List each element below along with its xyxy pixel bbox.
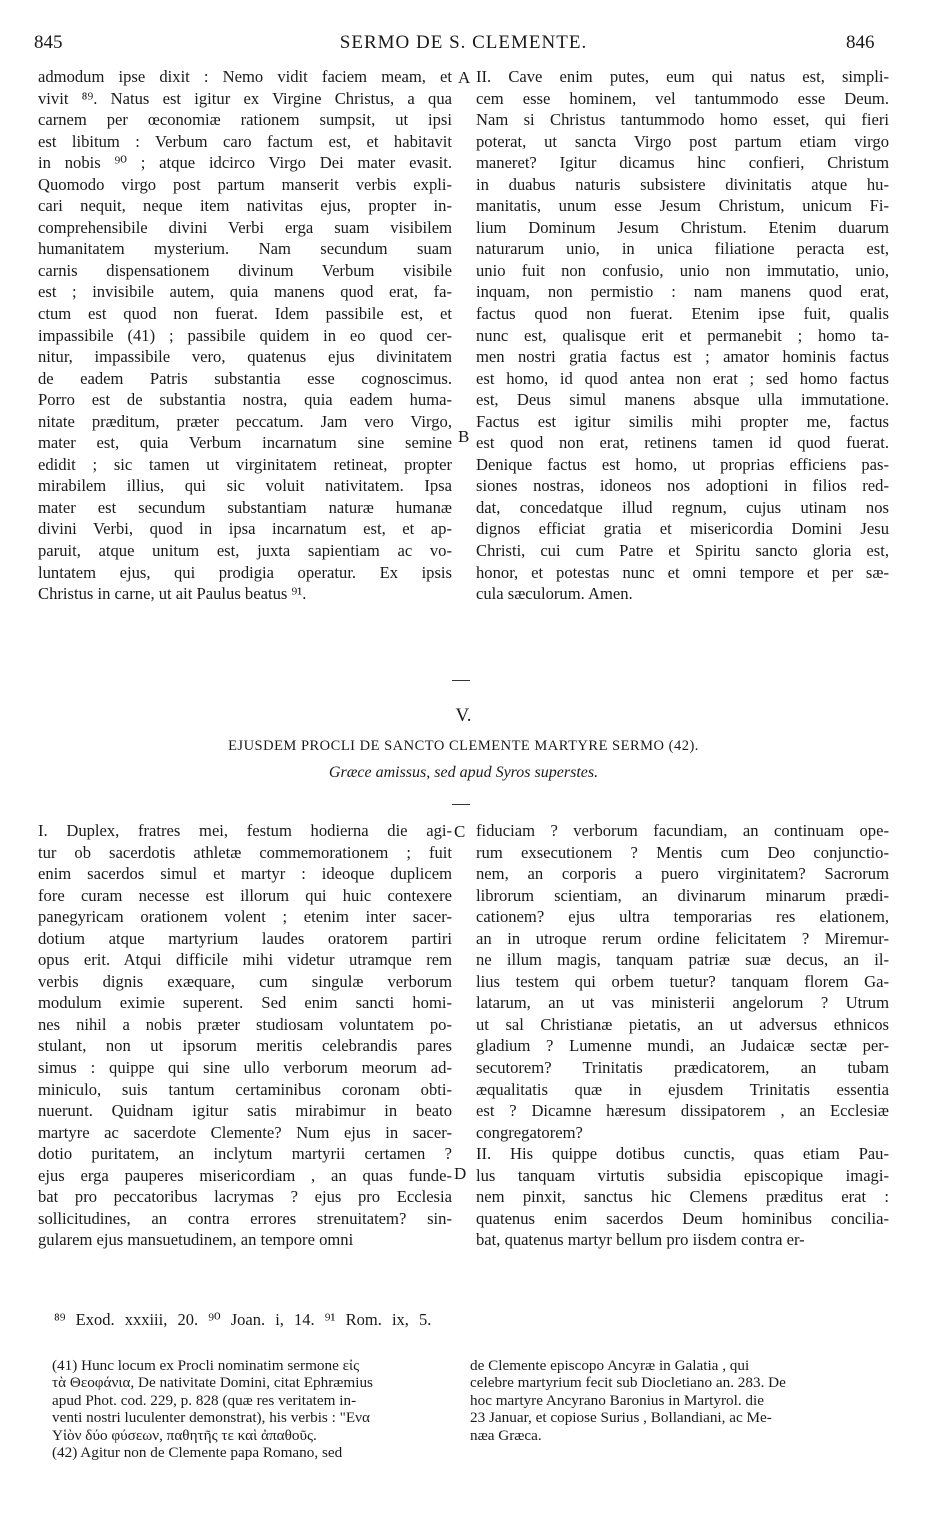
text-line: dignos efficiat gratia et misericordia Domini Jesu <box>476 519 889 539</box>
text-line: dotium atque martyrium laudes oratorem partiri <box>38 928 452 948</box>
text-line: est, Deus simul manens absque ulla immutatione. <box>476 390 889 410</box>
text-line: simus : quippe qui sine ullo verborum meorum ad- <box>38 1058 452 1078</box>
text-line: Christi, cui cum Patre et Spiritu sancto gloria est, <box>476 541 889 561</box>
footnote-line: apud Phot. cod. 229, p. 828 (quæ res veritatem in- <box>52 1391 357 1409</box>
footnote-line: 23 Januar, et copiose Surius , Bollandiani, ac Me- <box>470 1409 772 1427</box>
footnote-line: (42) Agitur non de Clemente papa Romano, sed <box>52 1444 343 1462</box>
text-line: est quod non erat, retinens tamen id quod fuerat. <box>476 433 889 453</box>
text-line: naturarum unio, in unica filiatione peracta est, <box>476 239 889 259</box>
text-line: Porro est de substantia nostra, quia eadem huma- <box>38 390 452 410</box>
text-line: nem, an corporis a puero virginitatem? Sacrorum <box>476 864 889 884</box>
text-line: tur ob sacerdotis athletæ commemorationem ; fuit <box>38 842 452 862</box>
text-line: poterat, ut sancta Virgo post partum etiam virgo <box>476 131 889 151</box>
text-line: men nostri gratia factus est ; amator hominis factus <box>476 347 889 367</box>
section-title: EJUSDEM PROCLI DE SANCTO CLEMENTE MARTYRE SERMO (42). <box>228 738 699 754</box>
text-line: edidit ; sic tamen ut virginitatem retineat, propter <box>38 454 452 474</box>
text-line: enim sacerdos simul et martyr : ideoque duplicem <box>38 864 452 884</box>
text-line: nes nihil a nobis præter studiosam voluntatem po- <box>38 1014 452 1034</box>
text-line: est ? Dicamne hæresum dissipatorem , an Ecclesiæ <box>476 1101 889 1121</box>
text-line: paruit, atque unitum est, juxta sapientiam ac vo- <box>38 541 452 561</box>
text-line: siones nostras, idoneos nos adoptioni in filios red- <box>476 476 889 496</box>
text-line: mater est secundum substantiam naturæ humanæ <box>38 497 452 517</box>
text-line: Christus in carne, ut ait Paulus beatus ⁹¹. <box>38 584 307 604</box>
text-line: dotio puritatem, an inclytum martyrii certamen ? <box>38 1144 452 1164</box>
text-line: est libitum : Verbum caro factum est, et habitavit <box>38 131 452 151</box>
text-line: panegyricam orationem volent ; etenim inter sacer- <box>38 907 452 927</box>
text-line: quatenus enim sacerdos Deum hominibus concilia- <box>476 1208 889 1228</box>
text-line: admodum ipse dixit : Nemo vidit faciem meam, et <box>38 67 452 86</box>
text-line: gladium ? Lumenne mundi, an Judaicæ sectæ per- <box>476 1036 889 1056</box>
text-line: nuerunt. Quidnam igitur satis mirabimur in beato <box>38 1101 452 1121</box>
text-line: est homo, id quod antea non erat ; sed homo factus <box>476 368 889 388</box>
footnotes-left <box>52 1357 454 1461</box>
text-line: Nam si Christus tantummodo homo esset, qui fieri <box>476 110 889 130</box>
text-line: bat pro peccatoribus lacrymas ? ejus pro Ecclesia <box>38 1187 452 1207</box>
text-line: inquam, non permistio : nam manens quod erat, <box>476 282 889 302</box>
text-line: martyre ac sacerdote Clemente? Num ejus in sacer- <box>38 1122 452 1142</box>
text-line: in nobis ⁹⁰ ; atque idcirco Virgo Dei mater evasit. <box>38 153 452 173</box>
text-line: I. Duplex, fratres mei, festum hodierna die agi- <box>38 821 452 840</box>
text-line: est ; invisibile autem, quia manens quod erat, fa- <box>38 282 452 302</box>
text-line: divini Verbi, quod in ipsa incarnatum est, et ap- <box>38 519 452 539</box>
text-line: luntatem ejus, qui prodigia operatur. Ex ipsis <box>38 562 452 582</box>
footnote-line: (41) Hunc locum ex Procli nominatim sermone εἰς <box>52 1357 360 1374</box>
text-line: humanitatem mysterium. Nam secundum suam <box>38 239 452 259</box>
page-number-right: 846 <box>846 32 875 53</box>
page-number-left: 845 <box>34 32 63 53</box>
scripture-references: ⁸⁹ Exod. xxxiii, 20. ⁹⁰ Joan. i, 14. ⁹¹ Rom. ix, 5. <box>54 1310 432 1329</box>
text-line: opus erit. Atqui difficile mihi videtur utramque rem <box>38 950 452 970</box>
lower-right-column <box>476 820 889 1251</box>
text-line: dat, concedatque illud regnum, cujus utinam nos <box>476 497 889 517</box>
text-line: ut sal Christianæ pietatis, an ut adversus ethnicos <box>476 1014 889 1034</box>
section-number: V. <box>455 705 472 726</box>
text-line: an in utroque rerum ordine felicitatem ? Miremur- <box>476 928 889 948</box>
text-line: stulant, non ut ipsorum meritis celebrandis pares <box>38 1036 452 1056</box>
text-line: secutorem? Trinitatis prædicatorem, an tubam <box>476 1058 889 1078</box>
text-line: nem pinxit, sanctus hic Clemens præditus erat : <box>476 1187 889 1207</box>
text-line: mirabilem illius, qui sic voluit nativitatem. Ipsa <box>38 476 452 496</box>
text-line: mater est, quia Verbum incarnatum sine semine <box>38 433 452 453</box>
text-line: modulum eximie superent. Sed enim sancti homi- <box>38 993 452 1013</box>
text-line: nunc est, qualisque erit et permanebit ; homo ta- <box>476 325 889 345</box>
margin-marker-d: D <box>454 1164 467 1183</box>
text-line: ne illum magis, tanquam patriæ suæ decus, an il- <box>476 950 889 970</box>
upper-left-column <box>38 66 452 605</box>
text-line: de eadem Patris substantia esse cognoscimus. <box>38 368 452 388</box>
text-line: Quomodo virgo post partum manserit verbis expli- <box>38 174 452 194</box>
footnote-line: hoc martyre Ancyrano Baronius in Martyrol. die <box>470 1391 764 1409</box>
text-line: miniculo, suis tantum certaminibus coronam obti- <box>38 1079 452 1099</box>
text-line: honor, et potestas nunc et omni tempore et per sæ- <box>476 562 889 582</box>
lower-left-column <box>38 820 452 1251</box>
text-line: cula sæculorum. Amen. <box>476 584 633 604</box>
text-line: librorum scientiam, an divinarum minarum prædi- <box>476 885 889 905</box>
text-line: maneret? Igitur dicamus hinc confieri, Christum <box>476 153 889 173</box>
footnote-line: venti nostri luculenter demonstrat), his verbis : "Ενα <box>52 1409 370 1427</box>
footnote-line: τὰ Θεοφάνια, De nativitate Domini, citat Ephræmius <box>52 1374 373 1392</box>
text-line: vivit ⁸⁹. Natus est igitur ex Virgine Christus, a qua <box>38 88 452 108</box>
text-line: cem esse hominem, vel tantummodo esse Deum. <box>476 88 889 108</box>
text-line: æqualitatis quæ in ejusdem Trinitatis essentia <box>476 1079 889 1099</box>
text-line: comprehensibile divini Verbi erga suam visibilem <box>38 217 452 237</box>
text-line: cationem? ejus ultra temporarias res elationem, <box>476 907 889 927</box>
text-line: II. Cave enim putes, eum qui natus est, simpli- <box>476 67 889 86</box>
section-divider-top <box>452 680 470 681</box>
footnote-line: de Clemente episcopo Ancyræ in Galatia , qui <box>470 1357 750 1374</box>
text-line: manitatis, unum esse Jesum Christum, unicum Fi- <box>476 196 889 216</box>
text-line: unio fuit non confusio, unio non immutatio, unio, <box>476 260 889 280</box>
text-line: ctum est quod non fuerat. Idem passibile est, et <box>38 304 452 324</box>
footnote-line: næa Græca. <box>470 1426 542 1444</box>
text-line: lius testem qui orbem tuetur? tanquam florem Ga- <box>476 971 889 991</box>
text-line: congregatorem? <box>476 1122 583 1142</box>
text-line: fore curam necesse est illorum qui huic contexere <box>38 885 452 905</box>
text-line: bat, quatenus martyr bellum pro iisdem contra er- <box>476 1230 805 1250</box>
text-line: nitur, impassibile vero, quatenus ejus divinitatem <box>38 347 452 367</box>
text-line: carnis dispensationem divinum Verbum visibile <box>38 260 452 280</box>
text-line: nitate præditum, præter peccatum. Jam vero Virgo, <box>38 411 452 431</box>
text-line: fiduciam ? verborum facundiam, an continuam ope- <box>476 821 889 840</box>
text-line: verbis dignis exæquare, cum singulæ verborum <box>38 971 452 991</box>
margin-marker-c: C <box>454 822 466 841</box>
text-line: carnem per œconomiæ rationem sumpsit, ut ipsi <box>38 110 452 130</box>
text-line: Factus est igitur similis mihi propter me, factus <box>476 411 889 431</box>
text-line: in duabus naturis subsistere divinitatis atque hu- <box>476 174 889 194</box>
margin-marker-a: A <box>458 68 471 87</box>
margin-marker-b: B <box>458 427 470 446</box>
footnotes-right <box>470 1357 890 1444</box>
text-line: impassibile (41) ; passibile quidem in eo quod cer- <box>38 325 452 345</box>
text-line: sollicitudines, an contra errores strenuitatem? sin- <box>38 1208 452 1228</box>
footnote-line: Υἱὸν δύο φύσεων, παθητῆς τε καὶ ἀπαθοῦς. <box>52 1426 317 1444</box>
footnote-line: celebre martyrium fecit sub Diocletiano an. 283. De <box>470 1374 786 1392</box>
text-line: Denique factus est homo, ut proprias efficiens pas- <box>476 454 889 474</box>
upper-right-column <box>476 66 889 605</box>
text-line: factus quod non fuerat. Etenim ipse fuit, qualis <box>476 304 889 324</box>
text-line: ejus erga pauperes misericordiam , an quas funde- <box>38 1165 452 1185</box>
text-line: gularem ejus mansuetudinem, an tempore omni <box>38 1230 354 1250</box>
text-line: rum exsecutionem ? Mentis cum Deo conjunctio- <box>476 842 889 862</box>
text-line: latarum, an ut vas ministerii angelorum ? Utrum <box>476 993 889 1013</box>
running-title: SERMO DE S. CLEMENTE. <box>339 32 588 53</box>
section-subtitle: Græce amissus, sed apud Syros superstes. <box>328 764 599 781</box>
text-line: lium Dominum Jesum Christum. Etenim duarum <box>476 217 889 237</box>
text-line: cari nequit, neque item nativitas ejus, propter in- <box>38 196 452 216</box>
text-line: lus tanquam virtutis subsidia episcopique imagi- <box>476 1165 889 1185</box>
text-line: II. His quippe dotibus cunctis, quas etiam Pau- <box>476 1144 889 1164</box>
section-divider-bottom <box>452 804 470 805</box>
